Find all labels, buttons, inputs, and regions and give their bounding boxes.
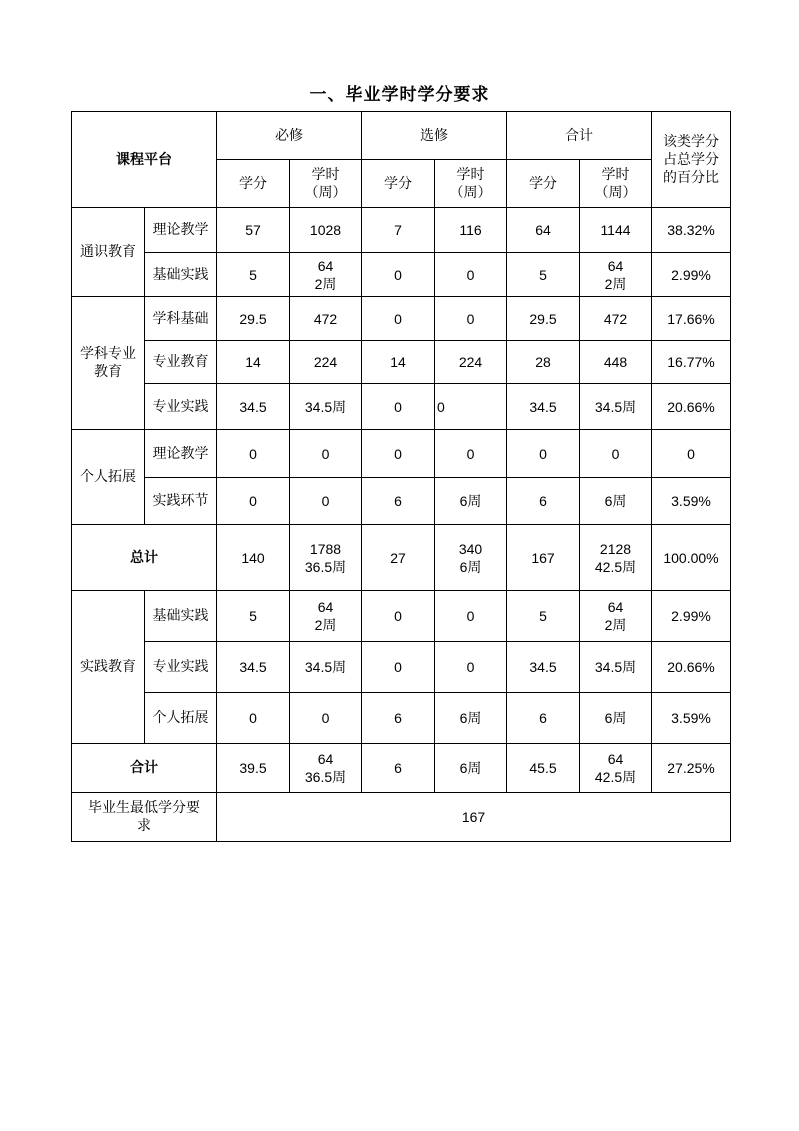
cell: 29.5 [217, 297, 290, 341]
cell: 6 [362, 478, 435, 525]
cell-percent: 3.59% [652, 478, 731, 525]
cell: 0 [362, 430, 435, 478]
table-row [72, 208, 731, 253]
cell-line: 2128 [599, 540, 632, 557]
cell: 0 [435, 297, 507, 341]
cell-line: 64 [607, 751, 624, 767]
cell: 0 [290, 693, 362, 744]
cell-percent: 38.32% [652, 208, 731, 253]
cell: 7 [362, 208, 435, 253]
cell: 0 [435, 430, 507, 478]
header-elective: 选修 [362, 112, 507, 160]
cell: 0 [435, 591, 507, 642]
cell [580, 591, 652, 642]
cell [290, 253, 362, 297]
header-hours-line1: 学时 [601, 166, 630, 183]
cell [580, 744, 652, 793]
header-hours [580, 160, 652, 208]
cell [290, 744, 362, 793]
row-sub: 基础实践 [145, 591, 217, 642]
minimum-label-line2: 求 [137, 818, 151, 834]
cell-line: 2周 [314, 617, 337, 633]
table-row [72, 253, 731, 297]
cell-line: 64 [317, 257, 334, 274]
cell: 167 [507, 525, 580, 591]
cell-percent: 17.66% [652, 297, 731, 341]
cell: 6周 [580, 693, 652, 744]
cell-percent: 100.00% [652, 525, 731, 591]
cell: 5 [507, 253, 580, 297]
cell: 6 [362, 744, 435, 793]
cell: 28 [507, 341, 580, 384]
header-platform: 课程平台 [72, 112, 217, 208]
page-title: 一、毕业学时学分要求 [309, 85, 490, 105]
cell-line: 2周 [604, 275, 627, 292]
cell-line: 64 [317, 751, 334, 767]
cell-line: 2周 [604, 617, 627, 633]
credit-requirements-table [71, 111, 731, 842]
cell-line: 1028 [309, 222, 342, 238]
row-sub: 专业实践 [145, 642, 217, 693]
cell: 0 [217, 478, 290, 525]
grand-total-label: 总计 [72, 525, 217, 591]
cell: 0 [435, 384, 507, 430]
cell: 39.5 [217, 744, 290, 793]
cell: 34.5 [217, 642, 290, 693]
cell-line: 64 [317, 599, 334, 615]
header-row-1 [72, 112, 731, 160]
cell: 6周 [580, 478, 652, 525]
cell: 0 [290, 478, 362, 525]
cell-line: 1788 [309, 540, 342, 557]
cell: 34.5周 [290, 384, 362, 430]
cell: 6周 [435, 744, 507, 793]
cell: 0 [217, 430, 290, 478]
row-sub: 专业实践 [145, 384, 217, 430]
minimum-label-line1: 毕业生最低学分要 [88, 800, 200, 816]
table-row [72, 430, 731, 478]
cell: 0 [362, 384, 435, 430]
cell: 34.5周 [580, 384, 652, 430]
cell-percent: 20.66% [652, 384, 731, 430]
practice-total-row [72, 744, 731, 793]
cell [290, 591, 362, 642]
cell-percent: 2.99% [652, 591, 731, 642]
cell [435, 253, 507, 297]
cell: 0 [507, 430, 580, 478]
row-sub: 实践环节 [145, 478, 217, 525]
header-percent-line2: 占总学分 [663, 151, 719, 168]
cell-percent: 16.77% [652, 341, 731, 384]
cell [435, 208, 507, 253]
cell-line: 64 [607, 257, 624, 274]
row-sub: 个人拓展 [145, 693, 217, 744]
cell-line: 36.5周 [304, 558, 347, 575]
table-row [72, 693, 731, 744]
header-hours [435, 160, 507, 208]
cell: 64 [507, 208, 580, 253]
cell: 224 [435, 341, 507, 384]
cell-line: 42.5周 [594, 769, 637, 785]
cell-line: 340 [458, 540, 483, 557]
cell: 0 [580, 430, 652, 478]
cell: 6周 [435, 478, 507, 525]
cell: 0 [362, 253, 435, 297]
cell-percent: 20.66% [652, 642, 731, 693]
cell: 34.5 [507, 642, 580, 693]
cell: 45.5 [507, 744, 580, 793]
header-percent-line1: 该类学分 [663, 133, 719, 150]
header-percent [652, 112, 731, 208]
cell-line: 116 [459, 222, 482, 238]
row-sub: 理论教学 [145, 430, 217, 478]
cell: 27 [362, 525, 435, 591]
cell: 14 [362, 341, 435, 384]
header-hours-line1: 学时 [456, 166, 485, 183]
cell-percent: 0 [652, 430, 731, 478]
header-total: 合计 [507, 112, 652, 160]
cell: 34.5周 [290, 642, 362, 693]
cell [435, 525, 507, 591]
cell-line: 64 [607, 599, 624, 615]
cell-percent: 27.25% [652, 744, 731, 793]
row-sub: 理论教学 [145, 208, 217, 253]
cell: 0 [217, 693, 290, 744]
group-discipline-line2: 教育 [94, 364, 122, 380]
cell [580, 525, 652, 591]
row-sub: 基础实践 [145, 253, 217, 297]
group-discipline [72, 297, 145, 430]
cell: 34.5 [507, 384, 580, 430]
minimum-credit-row [72, 793, 731, 842]
cell: 472 [580, 297, 652, 341]
row-sub: 专业教育 [145, 341, 217, 384]
cell: 0 [362, 642, 435, 693]
header-required: 必修 [217, 112, 362, 160]
cell: 6 [507, 478, 580, 525]
cell-percent: 3.59% [652, 693, 731, 744]
cell-line: 42.5周 [594, 558, 637, 575]
cell-line: 6周 [459, 558, 482, 575]
cell-percent: 2.99% [652, 253, 731, 297]
cell [580, 208, 652, 253]
practice-total-label: 合计 [72, 744, 217, 793]
minimum-credit-label [72, 793, 217, 842]
header-hours-line2: （周） [449, 184, 492, 201]
header-hours-line2: （周） [594, 184, 637, 201]
grand-total-row [72, 525, 731, 591]
table-row [72, 341, 731, 384]
cell: 448 [580, 341, 652, 384]
cell-line: 1144 [600, 222, 631, 238]
cell: 224 [290, 341, 362, 384]
cell: 57 [217, 208, 290, 253]
cell: 0 [362, 297, 435, 341]
cell: 472 [290, 297, 362, 341]
header-percent-line3: 的百分比 [663, 169, 719, 186]
cell: 5 [217, 591, 290, 642]
cell: 14 [217, 341, 290, 384]
cell-line: 0 [466, 266, 475, 283]
cell: 0 [362, 591, 435, 642]
cell: 6 [507, 693, 580, 744]
table-row [72, 642, 731, 693]
header-hours-line2: （周） [304, 184, 347, 201]
group-discipline-line1: 学科专业 [80, 346, 136, 362]
header-hours [290, 160, 362, 208]
cell: 6 [362, 693, 435, 744]
cell: 140 [217, 525, 290, 591]
cell: 6周 [435, 693, 507, 744]
group-general: 通识教育 [72, 208, 145, 297]
cell-line: 2周 [314, 275, 337, 292]
cell: 0 [435, 642, 507, 693]
cell: 5 [507, 591, 580, 642]
cell: 29.5 [507, 297, 580, 341]
cell: 5 [217, 253, 290, 297]
cell: 34.5周 [580, 642, 652, 693]
table-row [72, 384, 731, 430]
cell [290, 525, 362, 591]
minimum-credit-value: 167 [217, 793, 731, 842]
row-sub: 学科基础 [145, 297, 217, 341]
header-credit: 学分 [507, 160, 580, 208]
cell [580, 253, 652, 297]
table-row [72, 478, 731, 525]
cell: 34.5 [217, 384, 290, 430]
table-row [72, 297, 731, 341]
cell: 0 [290, 430, 362, 478]
group-personal: 个人拓展 [72, 430, 145, 525]
cell [290, 208, 362, 253]
header-hours-line1: 学时 [311, 166, 340, 183]
table-row [72, 591, 731, 642]
header-credit: 学分 [362, 160, 435, 208]
group-practice: 实践教育 [72, 591, 145, 744]
header-credit: 学分 [217, 160, 290, 208]
cell-line: 36.5周 [304, 769, 347, 785]
